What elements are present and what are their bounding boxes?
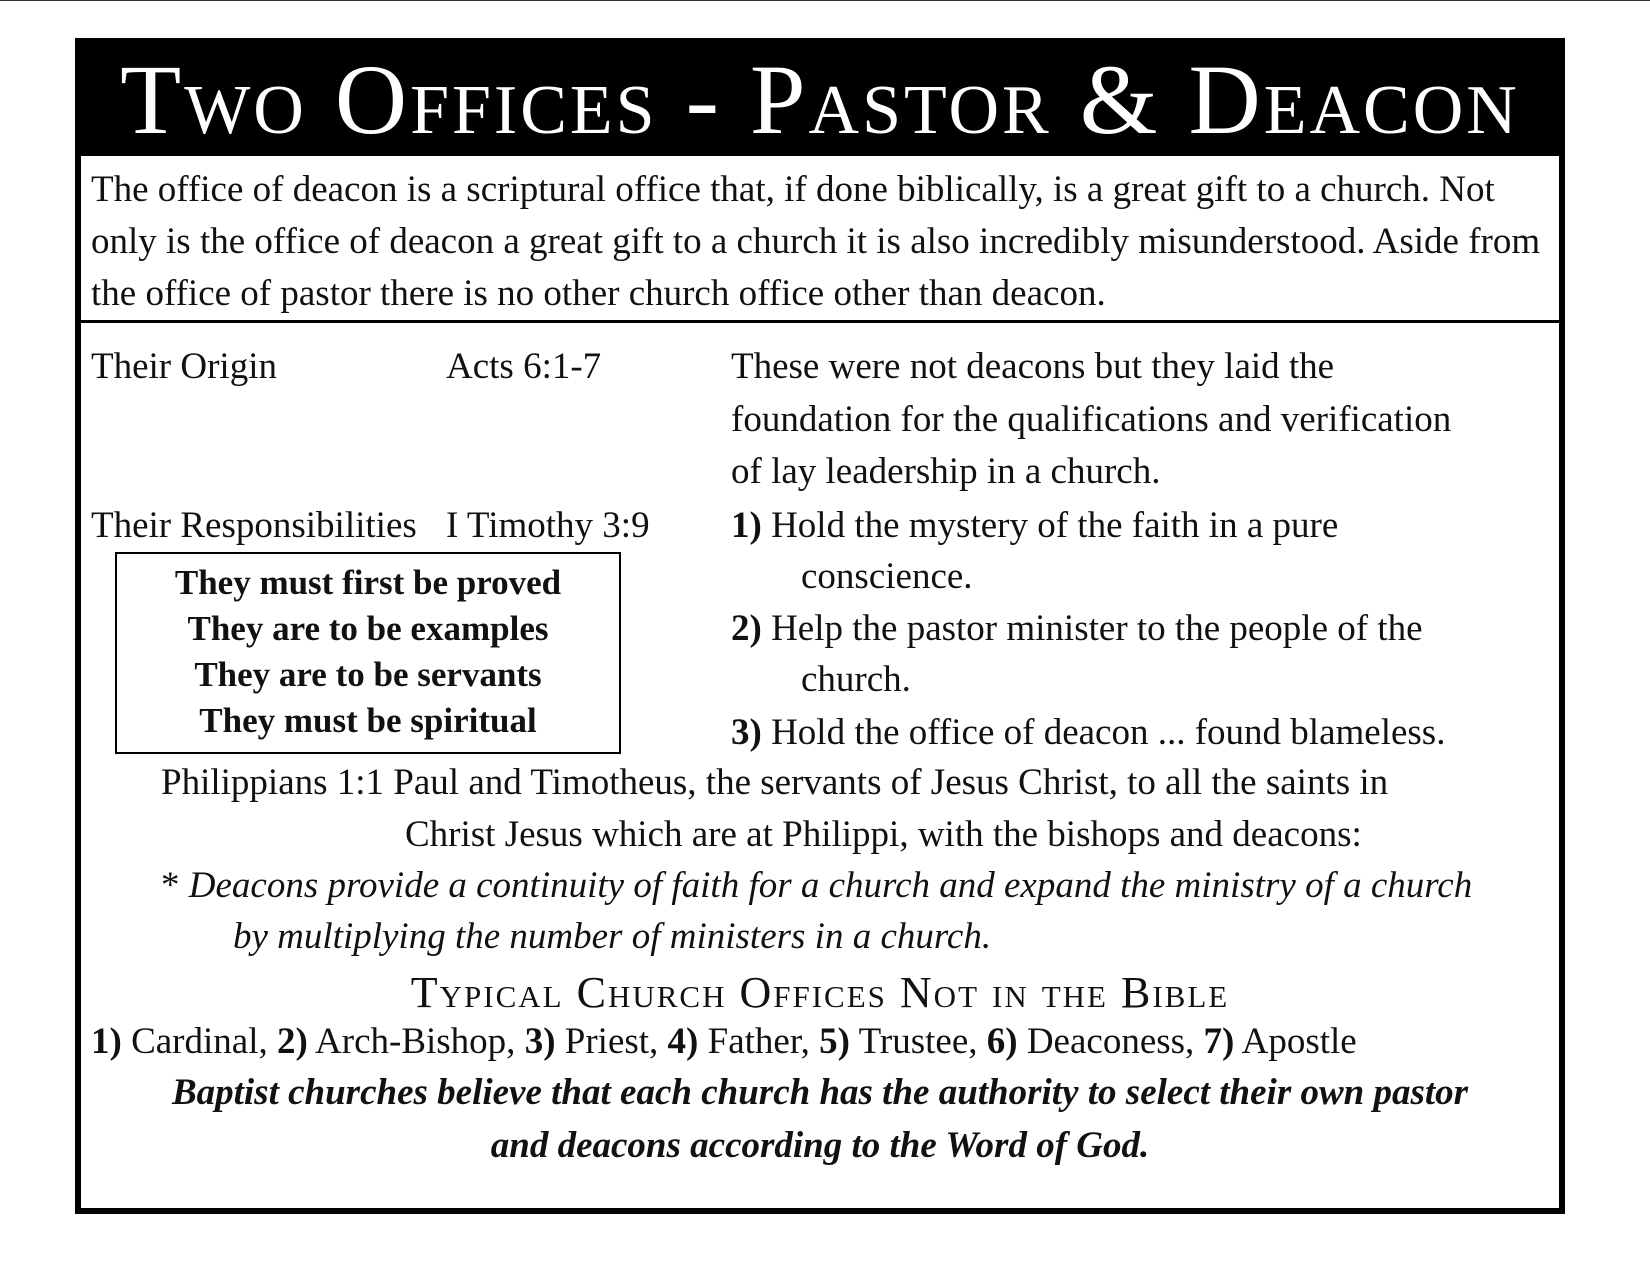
intro-paragraph: The office of deacon is a scriptural office that, if done biblically, is a great gift to a church. Not only is the office of deacon a great gift to a church it is also incredibly misunderstood. Aside from the office of pastor there is no other church office other than deacon. xyxy=(91,169,1541,314)
responsibility-item-continuation: conscience. xyxy=(801,556,973,597)
office-name: Father, xyxy=(707,1021,810,1062)
item-text: Hold the mystery of the faith in a pure xyxy=(771,505,1339,546)
qualification-item: They are to be servants xyxy=(194,655,542,694)
origin-line: These were not deacons but they laid the xyxy=(731,346,1335,387)
office-name: Trustee, xyxy=(858,1021,978,1062)
office-name: Cardinal, xyxy=(131,1021,268,1062)
item-number: 2) xyxy=(731,608,762,649)
top-border-line xyxy=(0,0,1650,1)
responsibility-item xyxy=(731,602,1423,655)
item-number: 3) xyxy=(731,712,762,753)
office-name: Deaconess, xyxy=(1026,1021,1195,1062)
item-text: Hold the office of deacon ... found blameless. xyxy=(771,712,1446,753)
office-name: Arch-Bishop, xyxy=(315,1021,516,1062)
note-asterisk: * xyxy=(161,865,180,906)
origin-reference: Acts 6:1-7 xyxy=(446,346,602,387)
closing-line: Baptist churches believe that each church has the authority to select their own pastor xyxy=(171,1072,1469,1113)
page-title: Two Offices - Pastor & Deacon xyxy=(81,44,1559,156)
office-name: Apostle xyxy=(1241,1021,1357,1062)
office-number: 6) xyxy=(986,1021,1018,1062)
office-number: 7) xyxy=(1203,1021,1235,1062)
section-divider xyxy=(81,320,1559,323)
qualification-item: They must be spiritual xyxy=(199,701,537,740)
office-number: 1) xyxy=(91,1021,122,1062)
origin-line: of lay leadership in a church. xyxy=(731,451,1161,492)
closing-statement xyxy=(81,1066,1559,1172)
scripture-line: Christ Jesus which are at Philippi, with the bishops and deacons: xyxy=(405,814,1362,855)
office-number: 2) xyxy=(276,1021,308,1062)
office-number: 4) xyxy=(667,1021,699,1062)
office-name: Priest, xyxy=(564,1021,659,1062)
responsibility-item xyxy=(731,499,1338,552)
offices-not-in-bible-list xyxy=(91,1015,1357,1068)
qualification-item: They are to be examples xyxy=(187,609,549,648)
scripture-line: Philippians 1:1 Paul and Timotheus, the servants of Jesus Christ, to all the saints in xyxy=(161,762,1389,803)
responsibility-item-continuation: church. xyxy=(801,659,911,700)
qualifications-box xyxy=(115,552,621,754)
item-number: 1) xyxy=(731,505,762,546)
office-number: 3) xyxy=(524,1021,556,1062)
offices-not-in-bible-heading: Typical Church Offices Not in the Bible xyxy=(410,968,1230,1017)
responsibilities-reference: I Timothy 3:9 xyxy=(446,505,650,546)
responsibility-item xyxy=(731,706,1445,759)
note-text: Deacons provide a continuity of faith for a church and expand the ministry of a church xyxy=(188,865,1473,906)
responsibilities-label: Their Responsibilities xyxy=(91,505,417,546)
office-number: 5) xyxy=(819,1021,850,1062)
item-text: Help the pastor minister to the people of the xyxy=(771,608,1423,649)
deacon-note xyxy=(161,859,1472,912)
origin-label: Their Origin xyxy=(91,346,277,387)
qualification-item: They must first be proved xyxy=(174,563,562,602)
document-frame xyxy=(75,38,1565,1214)
deacon-note-continuation: by multiplying the number of ministers in a church. xyxy=(233,916,992,957)
origin-line: foundation for the qualifications and verification xyxy=(731,399,1452,440)
closing-line: and deacons according to the Word of God. xyxy=(490,1125,1150,1166)
